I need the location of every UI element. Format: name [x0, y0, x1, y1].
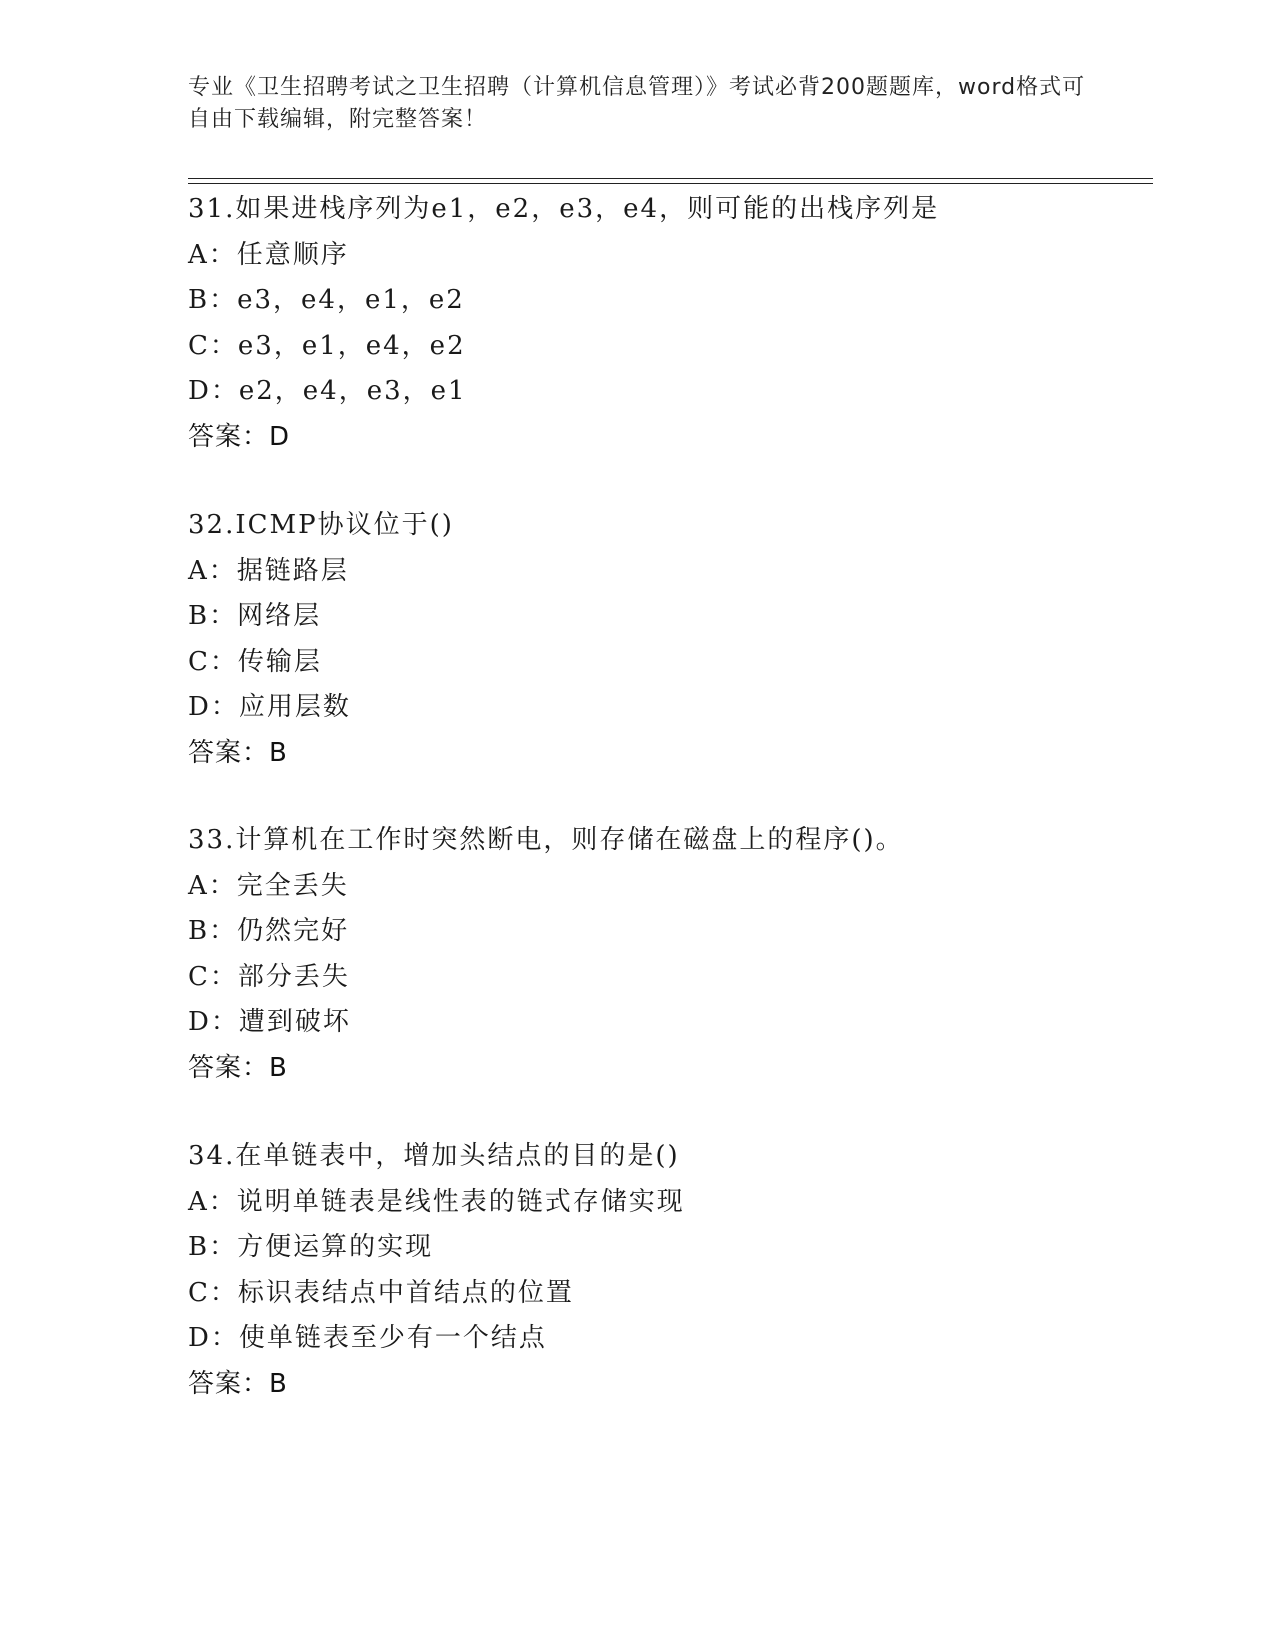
question-33: [188, 818, 1168, 1091]
option-d: D：e2，e4，e3，e1: [188, 376, 467, 406]
option-b: B：网络层: [188, 601, 322, 631]
question-title: 34.在单链表中，增加头结点的目的是(): [188, 1141, 680, 1171]
option-a: A：完全丢失: [188, 870, 349, 901]
header-divider-bottom: [188, 183, 1153, 184]
option-d: D：应用层数: [188, 692, 351, 722]
option-c: C：部分丢失: [188, 961, 350, 992]
question-title: 31.如果进栈序列为e1，e2，e3，e4，则可能的出栈序列是: [188, 194, 940, 224]
answer-label: 答案：B: [188, 1052, 288, 1083]
option-c: C：标识表结点中首结点的位置: [188, 1277, 574, 1308]
question-32: [188, 503, 1168, 776]
option-b: B：仍然完好: [188, 916, 350, 946]
answer-label: 答案：B: [188, 737, 288, 768]
answer-label: 答案：B: [188, 1368, 288, 1399]
question-34: [188, 1134, 1168, 1407]
option-d: D：使单链表至少有一个结点: [188, 1323, 547, 1353]
question-31: [188, 187, 1168, 460]
document-header: 专业《卫生招聘考试之卫生招聘（计算机信息管理）》考试必背200题题库，word格式可自由下载编辑，附完整答案！: [188, 75, 1086, 132]
option-a: A：任意顺序: [188, 239, 349, 270]
option-a: A：据链路层: [188, 555, 349, 586]
question-title: 32.ICMP协议位于(): [188, 510, 454, 540]
option-a: A：说明单链表是线性表的链式存储实现: [188, 1186, 685, 1217]
question-title: 33.计算机在工作时突然断电，则存储在磁盘上的程序()。: [188, 825, 904, 855]
option-c: C：传输层: [188, 646, 322, 677]
option-c: C：e3，e1，e4，e2: [188, 330, 466, 361]
answer-label: 答案：D: [188, 421, 291, 452]
option-b: B：e3，e4，e1，e2: [188, 285, 465, 315]
header-divider-top: [188, 178, 1153, 179]
option-b: B：方便运算的实现: [188, 1232, 434, 1262]
option-d: D：遭到破坏: [188, 1007, 351, 1037]
